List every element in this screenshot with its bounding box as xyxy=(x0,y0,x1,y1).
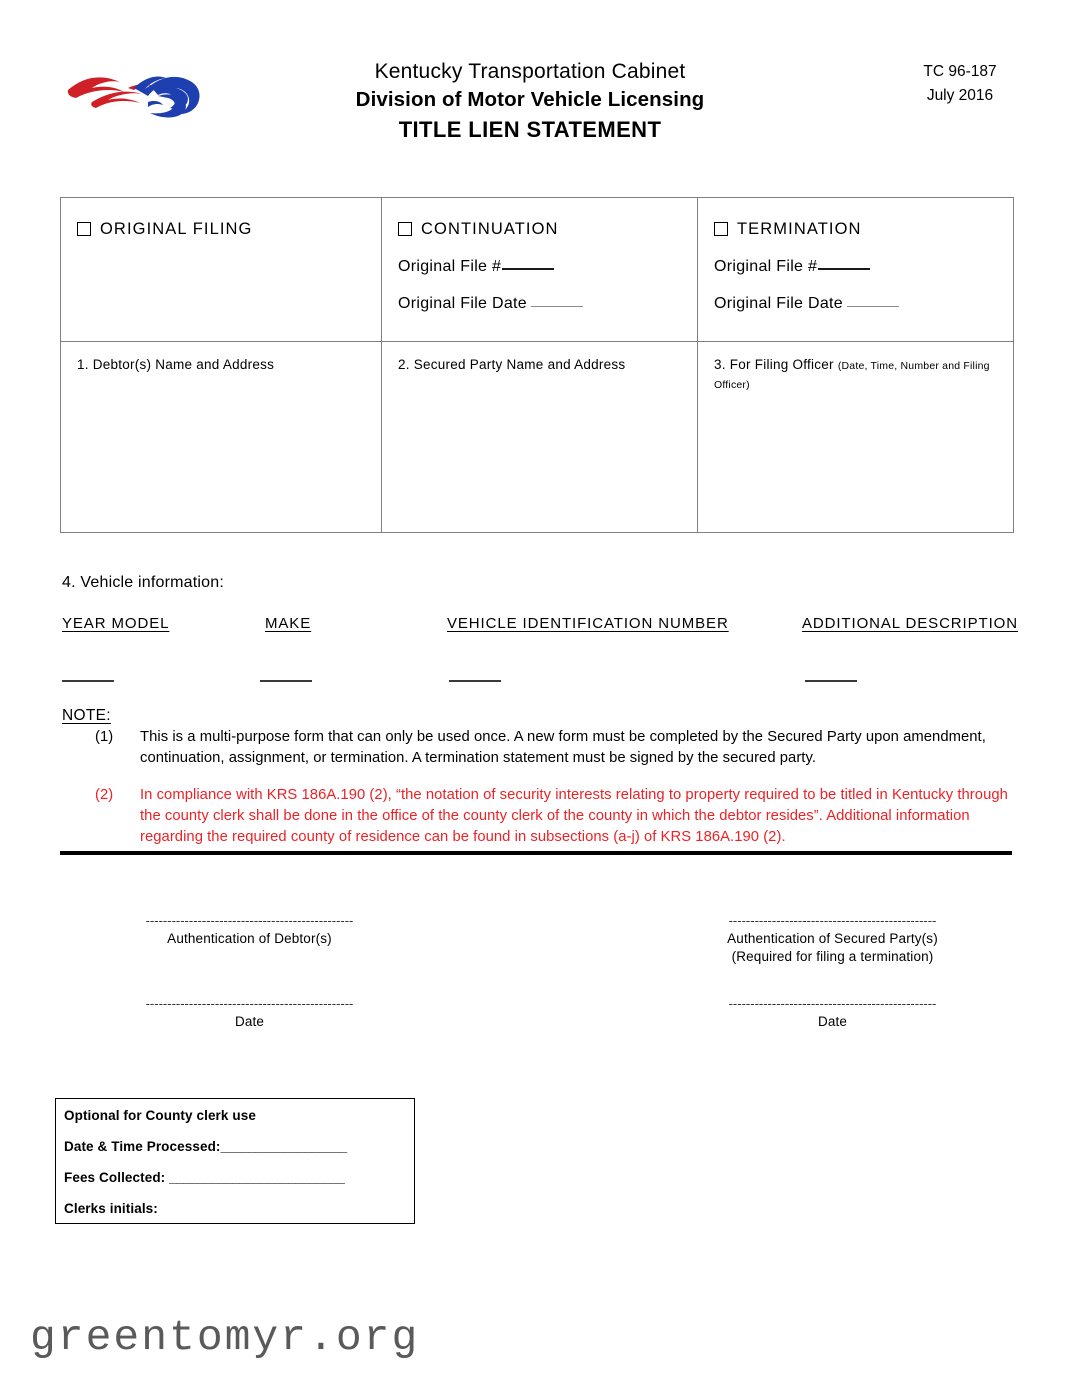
note-item xyxy=(62,785,1017,848)
original-filing-checkbox-icon[interactable] xyxy=(77,222,91,236)
note-text: In compliance with KRS 186A.190 (2), “the notation of security interests relating to property required to be titled in Kentucky through the county clerk shall be done in the office of the county clerk of the county in which the debtor resides”. Additional information regarding the required county of residence can be found in subsections (a-j) of KRS 186A.190 (2). xyxy=(140,787,1008,845)
secured-party-signature-line[interactable]: ------------------------------------------------ xyxy=(728,915,937,928)
debtor-date-block[interactable] xyxy=(62,998,437,1030)
secured-party-date-caption: Date xyxy=(817,1014,848,1029)
filing-officer-hint: (Date, Time, Number and Filing Officer) xyxy=(714,360,990,391)
termination-file-date-row xyxy=(714,294,997,314)
continuation-checkbox-icon[interactable] xyxy=(398,222,412,236)
original-filing-cell xyxy=(61,198,382,342)
vehicle-input-blanks xyxy=(62,680,1012,694)
clerk-initials-label: Clerks initials: xyxy=(64,1201,158,1216)
debtor-field-label: 1. Debtor(s) Name and Address xyxy=(77,357,275,372)
division-name: Division of Motor Vehicle Licensing xyxy=(355,88,705,111)
continuation-file-number-row xyxy=(398,257,681,277)
form-metadata xyxy=(860,60,1060,108)
filing-type-table xyxy=(60,197,1014,533)
continuation-option[interactable] xyxy=(398,220,681,238)
filing-officer-field-label xyxy=(714,356,997,394)
site-watermark: greentomyr.org xyxy=(30,1313,420,1362)
continuation-file-date-row xyxy=(398,294,681,314)
vehicle-column-make: MAKE xyxy=(265,615,312,632)
continuation-label: CONTINUATION xyxy=(421,220,559,238)
note-number: (2) xyxy=(95,787,114,803)
signature-area xyxy=(0,905,1073,1045)
table-row xyxy=(61,198,1014,342)
vehicle-year-model-input[interactable] xyxy=(62,680,114,682)
document-header xyxy=(0,0,1073,180)
debtor-date-caption: Date xyxy=(234,1014,265,1029)
debtor-signature-line[interactable]: ------------------------------------------------ xyxy=(145,915,354,928)
county-clerk-box xyxy=(55,1098,415,1224)
note-number: (1) xyxy=(95,729,114,745)
kentucky-horse-logo-icon xyxy=(62,58,212,130)
note-item xyxy=(62,727,1017,769)
clerk-initials-row[interactable] xyxy=(64,1201,414,1217)
secured-party-signature-caption: Authentication of Secured Party(s) xyxy=(727,931,938,946)
filing-officer-title: 3. For Filing Officer xyxy=(714,357,834,372)
secured-party-date-block[interactable] xyxy=(645,998,1020,1030)
continuation-file-number-input[interactable] xyxy=(502,268,554,270)
secured-party-date-line[interactable]: ------------------------------------------------ xyxy=(728,998,937,1011)
original-filing-option[interactable] xyxy=(77,220,365,238)
continuation-cell xyxy=(382,198,698,342)
vehicle-information-heading: 4. Vehicle information: xyxy=(62,574,225,591)
secured-party-signature-subcaption: (Required for filing a termination) xyxy=(731,949,934,964)
title-block xyxy=(250,58,810,145)
termination-file-date-label: Original File Date xyxy=(714,295,844,312)
secured-party-field-label: 2. Secured Party Name and Address xyxy=(398,357,626,372)
clerk-fees-label: Fees Collected: xyxy=(64,1170,166,1185)
page-title: TITLE LIEN STATEMENT xyxy=(398,117,662,142)
termination-option[interactable] xyxy=(714,220,997,238)
termination-file-number-row xyxy=(714,257,997,277)
vehicle-vin-input[interactable] xyxy=(449,680,501,682)
agency-name: Kentucky Transportation Cabinet xyxy=(374,60,686,83)
secured-party-signature-block[interactable] xyxy=(645,915,1020,965)
note-list xyxy=(62,727,1017,864)
note-heading: NOTE: xyxy=(62,707,111,724)
continuation-file-number-label: Original File # xyxy=(398,258,502,275)
vehicle-additional-description-input[interactable] xyxy=(805,680,857,682)
clerk-box-heading: Optional for County clerk use xyxy=(64,1108,256,1123)
vehicle-column-headers xyxy=(62,615,1018,637)
filing-officer-cell[interactable] xyxy=(698,342,1014,533)
clerk-date-time-input[interactable]: __________________ xyxy=(220,1139,347,1154)
clerk-date-time-row[interactable] xyxy=(64,1139,414,1155)
debtor-date-line[interactable]: ------------------------------------------------ xyxy=(145,998,354,1011)
debtor-name-address-cell[interactable] xyxy=(61,342,382,533)
vehicle-column-additional-description: ADDITIONAL DESCRIPTION xyxy=(802,615,1018,632)
note-text: This is a multi-purpose form that can only be used once. A new form must be completed by the Secured Party upon amendment, continuation, assignment, or termination. A termination statement must be signed by the secured party. xyxy=(140,729,986,766)
termination-checkbox-icon[interactable] xyxy=(714,222,728,236)
termination-cell xyxy=(698,198,1014,342)
clerk-fees-row[interactable] xyxy=(64,1170,414,1186)
original-filing-label: ORIGINAL FILING xyxy=(100,220,253,238)
debtor-signature-block[interactable] xyxy=(62,915,437,947)
clerk-date-time-label: Date & Time Processed: xyxy=(64,1139,221,1154)
vehicle-column-year-model: YEAR MODEL xyxy=(62,615,170,632)
termination-label: TERMINATION xyxy=(737,220,862,238)
vehicle-make-input[interactable] xyxy=(260,680,312,682)
section-divider xyxy=(60,851,1012,855)
continuation-file-date-label: Original File Date xyxy=(398,295,528,312)
table-row xyxy=(61,342,1014,533)
termination-file-date-input[interactable] xyxy=(847,306,899,307)
vehicle-column-vin: VEHICLE IDENTIFICATION NUMBER xyxy=(447,615,729,632)
debtor-signature-caption: Authentication of Debtor(s) xyxy=(167,931,332,946)
form-date: July 2016 xyxy=(926,87,994,104)
clerk-fees-input[interactable]: _________________________ xyxy=(169,1170,345,1185)
form-number: TC 96-187 xyxy=(923,63,997,80)
secured-party-name-address-cell[interactable] xyxy=(382,342,698,533)
continuation-file-date-input[interactable] xyxy=(531,306,583,307)
termination-file-number-label: Original File # xyxy=(714,258,818,275)
termination-file-number-input[interactable] xyxy=(818,268,870,270)
